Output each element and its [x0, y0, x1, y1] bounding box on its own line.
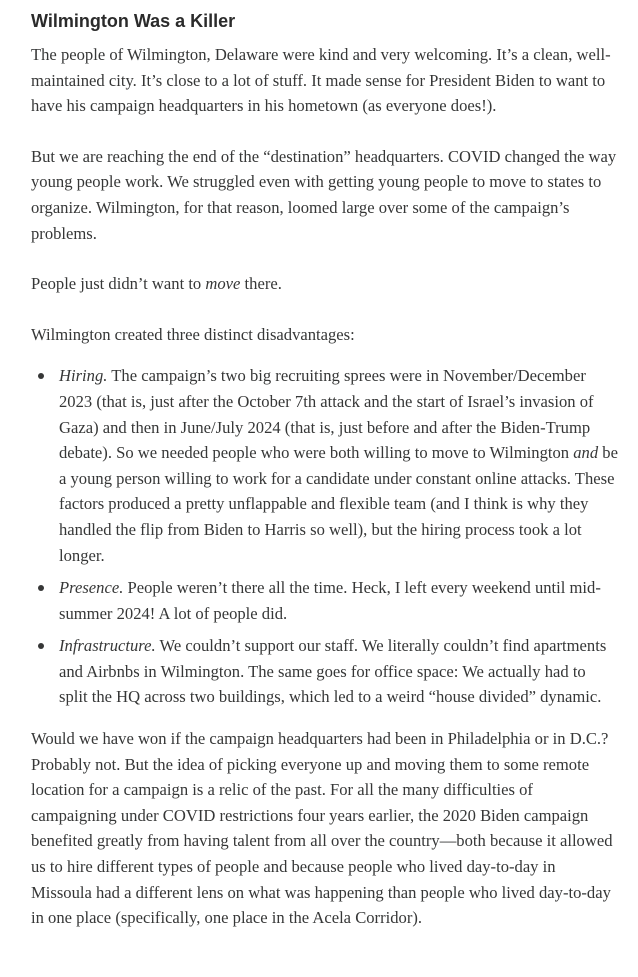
list-item-text: People weren’t there all the time. Heck, I left every weekend until mid-summer 2024! A lot of people did. — [59, 578, 601, 623]
paragraph-move — [31, 271, 618, 297]
list-item-hiring — [59, 363, 618, 568]
list-item-emphasis: and — [573, 443, 599, 463]
paragraph-destination: But we are reaching the end of the “destination” headquarters. COVID changed the way young people work. We struggled even with getting young people to move to states to organize. Wilmington, for that reason, loomed large over some of the campaign’s problems. — [31, 146, 617, 243]
list-item-term: Infrastructure. — [59, 636, 156, 656]
list-item-text: The campaign’s two big recruiting sprees were in November/December 2023 (that is, just after the October 7th attack and the start of Israel’s invasion of Gaza) and then in June/July 2024 (that is, just before and after the Biden-Trump debate). So we needed people who were both willing to move to Wilmington — [59, 366, 594, 463]
list-item-text: We couldn’t support our staff. We literally couldn’t find apartments and Airbnbs in Wilmington. The same goes for office space: We actually had to split the HQ across two buildings, which led to a weird “house divided” dynamic. — [59, 636, 607, 707]
paragraph-move-start: People just didn’t want to — [31, 274, 206, 294]
paragraph-move-emphasis: move — [205, 274, 241, 294]
disadvantages-list — [31, 363, 618, 710]
list-item-term: Hiring. — [59, 366, 108, 386]
list-item-text: be a young person willing to work for a candidate under constant online attacks. These factors produced a pretty unflappable and flexible team (and I think is why they handled the flip from Biden to Harris so well), but the hiring process took a lot longer. — [59, 443, 618, 565]
list-item-presence — [59, 575, 618, 626]
paragraph-move-end: there. — [240, 274, 282, 294]
paragraph-intro: The people of Wilmington, Delaware were kind and very welcoming. It’s a clean, well-maintained city. It’s close to a lot of stuff. It made sense for President Biden to want to have his campaign headquarters in his hometown (as everyone does!). — [31, 45, 611, 116]
paragraph-disadvantages: Wilmington created three distinct disadvantages: — [31, 324, 355, 344]
section-heading: Wilmington Was a Killer — [31, 11, 236, 31]
paragraph-conclusion: Would we have won if the campaign headquarters had been in Philadelphia or in D.C.? Probably not. But the idea of picking everyone up and moving them to some remote location for a campaign is a relic of the past. For all the many difficulties of campaigning under COVID restrictions four years earlier, the 2020 Biden campaign benefited greatly from having talent from all over the country—both because it allowed us to hire different types of people and because people who lived day-to-day in Missoula had a different lens on what was happening than people who lived day-to-day in one place (specifically, one place in the Acela Corridor). — [31, 729, 613, 928]
list-item-infrastructure — [59, 633, 618, 710]
list-item-term: Presence. — [59, 578, 124, 598]
